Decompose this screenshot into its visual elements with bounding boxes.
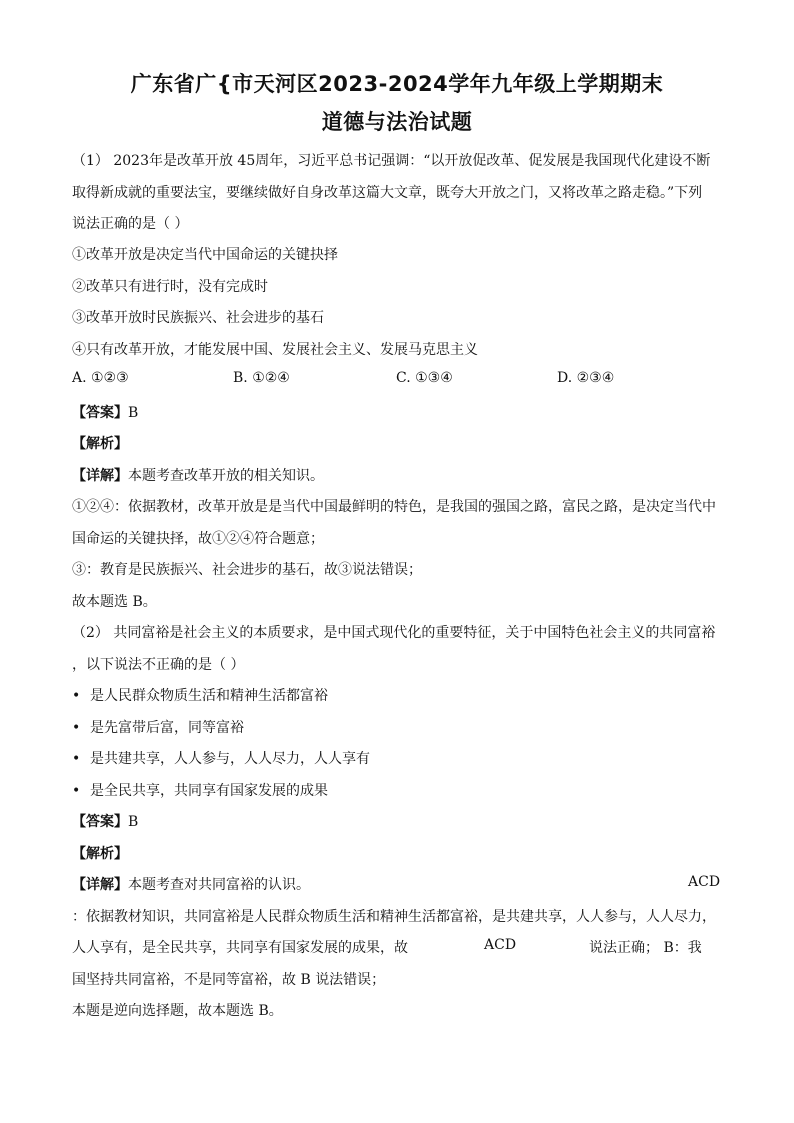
bullet-icon: •: [72, 720, 81, 736]
q2-explanation-2a: 人人享有，是全民共享，共同享有国家发展的成果，故: [72, 940, 408, 956]
q2-option-3-text: 是共建共享，人人参与，人人尽力，人人享有: [90, 751, 370, 767]
q1-statement-2: ②改革只有进行时，没有完成时: [72, 279, 268, 295]
q1-explanation-3: ③：教育是民族振兴、社会进步的基石，故③说法错误；: [72, 562, 422, 578]
q1-option-c[interactable]: C. ①③④: [396, 370, 453, 386]
q1-option-d[interactable]: D. ②③④: [557, 370, 615, 386]
q2-detail-label: 【详解】: [72, 877, 128, 893]
q1-stem-line-1: （1） 2023年是改革开放 45周年，习近平总书记强调：“以开放促改革、促发展是我国现代化建设不断: [72, 153, 711, 169]
q1-option-a[interactable]: A. ①②③: [72, 370, 129, 386]
q2-option-3[interactable]: [72, 748, 370, 768]
bullet-icon: •: [72, 783, 81, 799]
q1-stem-line-2: 取得新成就的重要法宝，要继续做好自身改革这篇大文章，既夸大开放之门，又将改革之路走稳。”下列: [72, 185, 703, 201]
q2-option-2[interactable]: [72, 717, 244, 737]
page-subtitle: 道德与法治试题: [321, 110, 473, 134]
q1-explanation-4: 故本题选 B。: [72, 594, 157, 610]
q1-answer-value: B: [128, 405, 139, 421]
q2-explanation-2b: ACD: [484, 937, 517, 953]
q1-detail: [72, 465, 324, 485]
q2-detail: [72, 874, 310, 894]
q1-statement-1: ①改革开放是决定当代中国命运的关键抉择: [72, 247, 338, 263]
q2-option-2-text: 是先富带后富，同等富裕: [90, 720, 244, 736]
q1-analysis-label: 【解析】: [72, 436, 128, 452]
q2-answer-label: 【答案】: [72, 814, 128, 830]
q2-explanation-4: 本题是逆向选择题，故本题选 B。: [72, 1003, 283, 1019]
q1-detail-text: 本题考查改革开放的相关知识。: [128, 468, 324, 484]
q1-option-b[interactable]: B. ①②④: [233, 370, 290, 386]
q1-stem-line-3: 说法正确的是（ ）: [72, 216, 189, 232]
q1-detail-label: 【详解】: [72, 468, 128, 484]
q1-explanation-1: ①②④：依据教材，改革开放是是当代中国最鲜明的特色，是我国的强国之路，富民之路，是决定当代中: [72, 499, 716, 515]
q1-explanation-2: 国命运的关键抉择，故①②④符合题意；: [72, 531, 324, 547]
q1-statement-4: ④只有改革开放，才能发展中国、发展社会主义、发展马克思主义: [72, 342, 478, 358]
q2-option-1[interactable]: [72, 685, 328, 705]
q2-option-4-text: 是全民共享，共同享有国家发展的成果: [90, 783, 328, 799]
q2-analysis-label: 【解析】: [72, 846, 128, 862]
bullet-icon: •: [72, 751, 81, 767]
page-title: 广东省广{市天河区2023-2024学年九年级上学期期末: [130, 72, 664, 96]
q2-stem-line-1: （2） 共同富裕是社会主义的本质要求，是中国式现代化的重要特征，关于中国特色社会主义的共同富裕: [72, 625, 716, 641]
q2-detail-text: 本题考查对共同富裕的认识。: [128, 877, 310, 893]
q2-explanation-3: 国坚持共同富裕，不是同等富裕，故 B 说法错误；: [72, 972, 386, 988]
q2-option-4[interactable]: [72, 780, 328, 800]
q2-detail-right: ACD: [688, 874, 721, 890]
q2-answer-value: B: [128, 814, 139, 830]
q1-answer-label: 【答案】: [72, 405, 128, 421]
q1-statement-3: ③改革开放时民族振兴、社会进步的基石: [72, 310, 324, 326]
q2-stem-line-2: ，以下说法不正确的是（ ）: [72, 657, 245, 673]
q2-explanation-1: ：依据教材知识，共同富裕是人民群众物质生活和精神生活都富裕，是共建共享，人人参与，人人尽力，: [72, 909, 716, 925]
q1-answer: [72, 402, 138, 422]
q2-answer: [72, 811, 138, 831]
bullet-icon: •: [72, 688, 81, 704]
q2-explanation-2c: 说法正确； B：我: [589, 940, 702, 956]
q2-option-1-text: 是人民群众物质生活和精神生活都富裕: [90, 688, 328, 704]
